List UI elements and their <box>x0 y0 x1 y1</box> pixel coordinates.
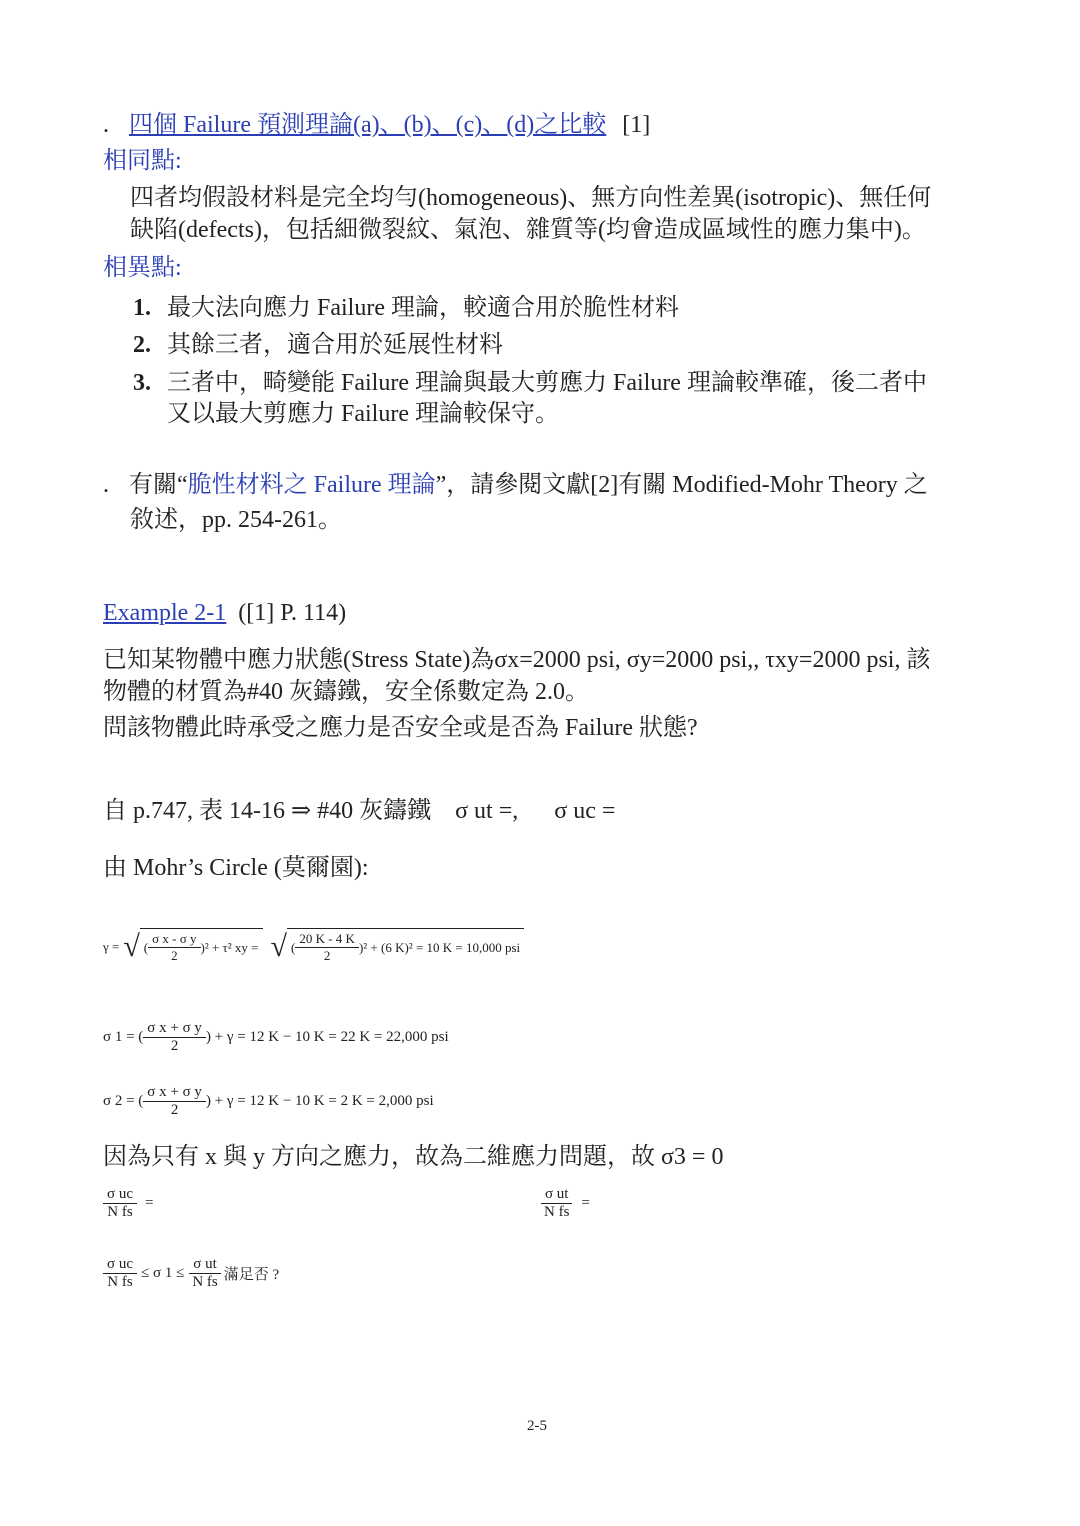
brittle-line-1 <box>103 470 928 500</box>
example-ref: ([1] P. 114) <box>238 600 347 626</box>
sigma-ut: σ ut =, <box>455 798 519 824</box>
gamma-num-1: σ x - σ y <box>148 931 200 948</box>
bullet: . <box>103 472 109 498</box>
brittle-link[interactable]: 脆性材料之 Failure 理論 <box>187 472 436 498</box>
example-line-2: 物體的材質為#40 灰鑄鐵，安全係數定為 2.0。 <box>103 679 589 705</box>
same-text-line-2: 缺陷(defects)，包括細微裂紋、氣泡、雜質等(均會造成區域性的應力集中)。 <box>130 217 926 243</box>
brittle-pre: 有關“ <box>129 472 188 498</box>
gamma-den-1: 2 <box>171 948 178 963</box>
check-num-2: σ ut <box>189 1256 221 1274</box>
compare-heading-line <box>103 110 650 140</box>
s1-rhs: ) + γ = 12 K − 10 K = 22 K = 22,000 psi <box>205 1029 449 1045</box>
diff-label: 相異點: <box>103 255 182 281</box>
check-num-1: σ uc <box>103 1256 137 1274</box>
example-line-1: 已知某物體中應力狀態(Stress State)為σx=2000 psi, σy=2000 psi,, τxy=2000 psi, 該 <box>103 647 931 673</box>
example-title-link[interactable]: Example 2-1 <box>103 600 227 626</box>
gamma-den-2: 2 <box>323 948 331 963</box>
list-number: 3. <box>133 370 151 396</box>
page-number: 2-5 <box>527 1418 547 1434</box>
list-text: 三者中，畸變能 Failure 理論與最大剪應力 Failure 理論較準確，後二者中 <box>167 370 927 396</box>
sqrt-icon: √ <box>123 930 140 963</box>
s1-num: σ x + σ y <box>143 1020 206 1038</box>
ratio-uc <box>103 1186 153 1221</box>
list-number: 1. <box>133 295 151 321</box>
check-den-1: N fs <box>107 1274 133 1290</box>
example-line-3: 問該物體此時承受之應力是否安全或是否為 Failure 狀態? <box>103 715 698 741</box>
gamma-tail-1: )² + τ² xy = <box>200 939 259 955</box>
ratio-ut-num: σ ut <box>541 1186 573 1204</box>
list-item <box>133 293 679 323</box>
ratio-ut-eq: = <box>581 1195 590 1211</box>
list-item <box>133 330 503 360</box>
s2-rhs: ) + γ = 12 K − 10 K = 2 K = 2,000 psi <box>205 1093 434 1109</box>
sqrt-icon: √ <box>270 930 287 963</box>
brittle-line-2: 敘述，pp. 254-261。 <box>130 507 342 533</box>
sigma1-equation <box>103 1020 449 1055</box>
check-tail: 滿足否 ? <box>223 1267 280 1283</box>
gamma-tail-2: )² + (6 K)² = 10 K = 10,000 psi <box>358 939 521 955</box>
ratio-uc-den: N fs <box>107 1204 133 1220</box>
bullet: . <box>103 112 109 138</box>
s1-lhs: σ 1 = ( <box>103 1029 144 1045</box>
list-text: 其餘三者，適合用於延展性材料 <box>167 332 503 358</box>
s2-den: 2 <box>170 1102 179 1118</box>
list-text-continued: 又以最大剪應力 Failure 理論較保守。 <box>167 401 559 427</box>
gamma-num-2: 20 K - 4 K <box>295 931 359 948</box>
compare-heading-link[interactable]: 四個 Failure 預測理論(a)、(b)、(c)、(d)之比較 <box>129 112 607 138</box>
example-heading <box>103 598 346 628</box>
ratio-ut <box>540 1186 590 1221</box>
sigma-uc: σ uc = <box>554 798 616 824</box>
brittle-post: ”，請參閱文獻[2]有關 Modified-Mohr Theory 之 <box>435 472 928 498</box>
mohr-line: 由 Mohr’s Circle (莫爾園): <box>103 855 369 881</box>
check-inequality <box>103 1256 279 1291</box>
ratio-uc-eq: = <box>145 1195 154 1211</box>
table-ref-line <box>103 796 615 826</box>
ratio-ut-den: N fs <box>544 1204 570 1220</box>
check-mid: ≤ σ 1 ≤ <box>141 1265 185 1281</box>
table-ref: 自 p.747, 表 14-16 ⇒ #40 灰鑄鐵 <box>103 798 432 824</box>
same-label: 相同點: <box>103 148 182 174</box>
list-text: 最大法向應力 Failure 理論，較適合用於脆性材料 <box>167 295 679 321</box>
compare-ref: [1] <box>622 112 651 138</box>
s1-den: 2 <box>170 1038 179 1054</box>
check-den-2: N fs <box>192 1274 218 1290</box>
ratio-uc-num: σ uc <box>103 1186 137 1204</box>
same-text-line-1: 四者均假設材料是完全均勻(homogeneous)、無方向性差異(isotropic)、無任何 <box>130 185 932 211</box>
s2-lhs: σ 2 = ( <box>103 1093 144 1109</box>
list-number: 2. <box>133 332 151 358</box>
plane-stress-line: 因為只有 x 與 y 方向之應力，故為二維應力問題，故 σ3 = 0 <box>103 1144 724 1170</box>
s2-num: σ x + σ y <box>143 1084 206 1102</box>
gamma-equation: γ = √ ( $\frac{\text{σ x - σ y}}{2}$ )² + τ² xy = √ ( $\frac{20 K - 4 K}{2}$ )² + (6 K)² = 10 K = 10,000 psi <box>103 928 524 966</box>
list-item <box>133 368 927 398</box>
sigma2-equation <box>103 1084 434 1119</box>
gamma-lhs: γ = <box>103 939 120 954</box>
